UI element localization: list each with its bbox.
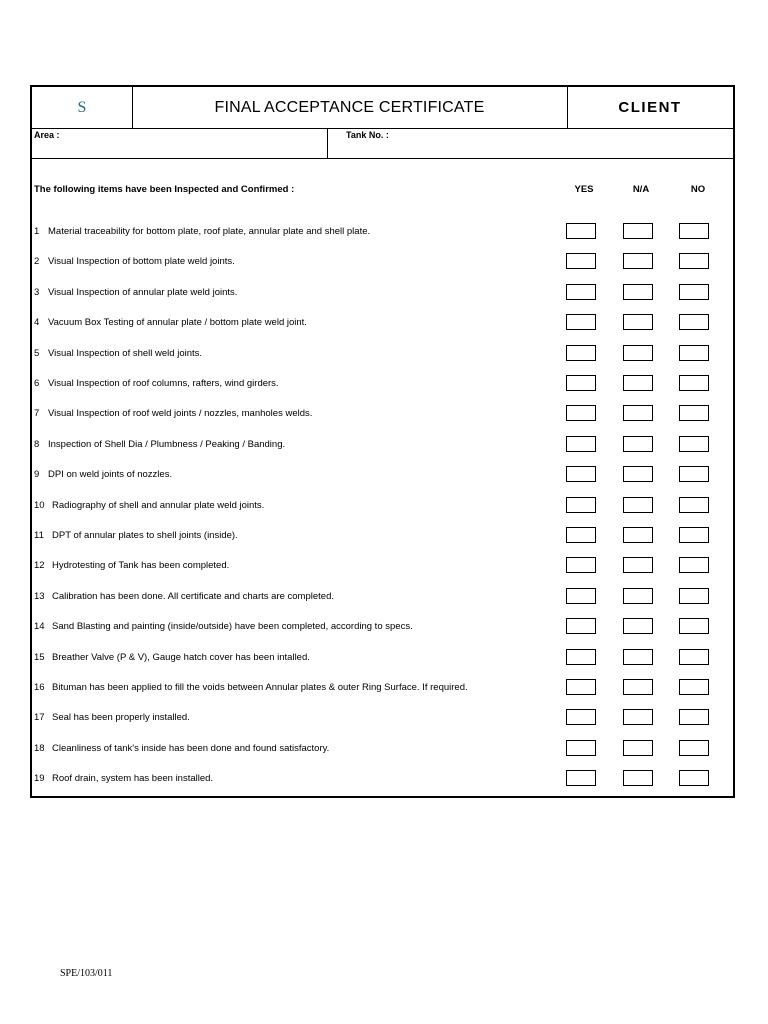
item-number: 7 bbox=[34, 408, 40, 419]
item-number: 3 bbox=[34, 287, 40, 298]
checkbox-na[interactable] bbox=[623, 588, 653, 604]
company-logo: S bbox=[32, 87, 133, 128]
checklist-row bbox=[32, 405, 733, 423]
checkbox-yes[interactable] bbox=[566, 679, 596, 695]
item-description: Roof drain, system has been installed. bbox=[52, 773, 214, 784]
checklist-row bbox=[32, 740, 733, 758]
checkbox-no[interactable] bbox=[679, 314, 709, 330]
checkbox-yes[interactable] bbox=[566, 557, 596, 573]
checklist-row bbox=[32, 466, 733, 484]
certificate-form bbox=[30, 85, 735, 798]
checklist-row bbox=[32, 588, 733, 606]
checkbox-no[interactable] bbox=[679, 557, 709, 573]
checkbox-yes[interactable] bbox=[566, 466, 596, 482]
checkbox-na[interactable] bbox=[623, 405, 653, 421]
checkbox-yes[interactable] bbox=[566, 497, 596, 513]
checkbox-yes[interactable] bbox=[566, 649, 596, 665]
item-description: Hydrotesting of Tank has been completed. bbox=[52, 560, 230, 571]
column-header-yes: YES bbox=[574, 184, 594, 195]
tank-number-label: Tank No. : bbox=[346, 130, 389, 140]
checkbox-yes[interactable] bbox=[566, 740, 596, 756]
checklist-row bbox=[32, 618, 733, 636]
checkbox-yes[interactable] bbox=[566, 253, 596, 269]
item-description: Material traceability for bottom plate, roof plate, annular plate and shell plate. bbox=[48, 226, 371, 237]
item-description: Visual Inspection of roof weld joints / nozzles, manholes welds. bbox=[48, 408, 313, 419]
item-number: 13 bbox=[34, 591, 45, 602]
checkbox-na[interactable] bbox=[623, 527, 653, 543]
item-number: 9 bbox=[34, 469, 40, 480]
checkbox-na[interactable] bbox=[623, 770, 653, 786]
item-description: DPT of annular plates to shell joints (inside). bbox=[52, 530, 238, 541]
checkbox-no[interactable] bbox=[679, 709, 709, 725]
checklist-items bbox=[32, 87, 733, 796]
checklist-row bbox=[32, 679, 733, 697]
checkbox-na[interactable] bbox=[623, 223, 653, 239]
item-description: Visual Inspection of annular plate weld joints. bbox=[48, 287, 238, 298]
checklist-row bbox=[32, 284, 733, 302]
area-label: Area : bbox=[34, 130, 60, 140]
checklist-row bbox=[32, 253, 733, 271]
checkbox-no[interactable] bbox=[679, 375, 709, 391]
item-number: 6 bbox=[34, 378, 40, 389]
checkbox-na[interactable] bbox=[623, 618, 653, 634]
item-description: Calibration has been done. All certificate and charts are completed. bbox=[52, 591, 334, 602]
item-number: 15 bbox=[34, 652, 45, 663]
item-number: 8 bbox=[34, 439, 40, 450]
item-number: 17 bbox=[34, 712, 45, 723]
checkbox-no[interactable] bbox=[679, 405, 709, 421]
checkbox-no[interactable] bbox=[679, 284, 709, 300]
checkbox-na[interactable] bbox=[623, 679, 653, 695]
checklist-row bbox=[32, 436, 733, 454]
checkbox-no[interactable] bbox=[679, 253, 709, 269]
checkbox-na[interactable] bbox=[623, 649, 653, 665]
item-description: Visual Inspection of roof columns, rafters, wind girders. bbox=[48, 378, 279, 389]
checkbox-na[interactable] bbox=[623, 709, 653, 725]
item-description: Vacuum Box Testing of annular plate / bottom plate weld joint. bbox=[48, 317, 307, 328]
checkbox-no[interactable] bbox=[679, 618, 709, 634]
item-number: 12 bbox=[34, 560, 45, 571]
checkbox-na[interactable] bbox=[623, 497, 653, 513]
item-description: Radiography of shell and annular plate weld joints. bbox=[52, 500, 265, 511]
item-description: Visual Inspection of shell weld joints. bbox=[48, 348, 203, 359]
checkbox-yes[interactable] bbox=[566, 314, 596, 330]
checkbox-no[interactable] bbox=[679, 588, 709, 604]
checklist-row bbox=[32, 497, 733, 515]
item-number: 10 bbox=[34, 500, 45, 511]
item-number: 14 bbox=[34, 621, 45, 632]
item-description: Visual Inspection of bottom plate weld joints. bbox=[48, 256, 235, 267]
checkbox-no[interactable] bbox=[679, 679, 709, 695]
checkbox-yes[interactable] bbox=[566, 223, 596, 239]
checklist-row bbox=[32, 223, 733, 241]
checkbox-na[interactable] bbox=[623, 284, 653, 300]
checkbox-na[interactable] bbox=[623, 740, 653, 756]
checkbox-yes[interactable] bbox=[566, 770, 596, 786]
checkbox-yes[interactable] bbox=[566, 405, 596, 421]
checklist-row bbox=[32, 314, 733, 332]
checkbox-yes[interactable] bbox=[566, 375, 596, 391]
checkbox-no[interactable] bbox=[679, 649, 709, 665]
checkbox-yes[interactable] bbox=[566, 588, 596, 604]
item-description: DPI on weld joints of nozzles. bbox=[48, 469, 173, 480]
checkbox-no[interactable] bbox=[679, 466, 709, 482]
checkbox-na[interactable] bbox=[623, 314, 653, 330]
checklist-intro: The following items have been Inspected and Confirmed : bbox=[34, 184, 295, 195]
checkbox-na[interactable] bbox=[623, 436, 653, 452]
checkbox-yes[interactable] bbox=[566, 709, 596, 725]
checkbox-no[interactable] bbox=[679, 436, 709, 452]
document-code: SPE/103/011 bbox=[60, 968, 113, 979]
item-description: Breather Valve (P & V), Gauge hatch cover has been intalled. bbox=[52, 652, 310, 663]
checkbox-na[interactable] bbox=[623, 253, 653, 269]
item-description: Bituman has been applied to fill the voids between Annular plates & outer Ring Surface. If required. bbox=[52, 682, 468, 693]
item-description: Seal has been properly installed. bbox=[52, 712, 190, 723]
checklist-row bbox=[32, 375, 733, 393]
checkbox-na[interactable] bbox=[623, 466, 653, 482]
checkbox-no[interactable] bbox=[679, 345, 709, 361]
item-number: 19 bbox=[34, 773, 45, 784]
checklist-row bbox=[32, 527, 733, 545]
item-number: 2 bbox=[34, 256, 40, 267]
checkbox-no[interactable] bbox=[679, 740, 709, 756]
checkbox-yes[interactable] bbox=[566, 527, 596, 543]
item-description: Cleanliness of tank's inside has been done and found satisfactory. bbox=[52, 743, 330, 754]
column-header-na: N/A bbox=[632, 184, 650, 195]
column-header-no: NO bbox=[690, 184, 706, 195]
item-number: 1 bbox=[34, 226, 40, 237]
checkbox-yes[interactable] bbox=[566, 618, 596, 634]
checklist-row bbox=[32, 709, 733, 727]
checkbox-yes[interactable] bbox=[566, 284, 596, 300]
item-number: 5 bbox=[34, 348, 40, 359]
checkbox-no[interactable] bbox=[679, 770, 709, 786]
client-label: CLIENT bbox=[618, 99, 682, 116]
item-number: 16 bbox=[34, 682, 45, 693]
item-number: 4 bbox=[34, 317, 40, 328]
checkbox-yes[interactable] bbox=[566, 436, 596, 452]
item-number: 11 bbox=[34, 530, 44, 541]
checkbox-yes[interactable] bbox=[566, 345, 596, 361]
item-description: Sand Blasting and painting (inside/outside) have been completed, according to specs. bbox=[52, 621, 413, 632]
checklist-row bbox=[32, 649, 733, 667]
checklist-row bbox=[32, 770, 733, 788]
checklist-row bbox=[32, 557, 733, 575]
checklist-row bbox=[32, 345, 733, 363]
checkbox-na[interactable] bbox=[623, 557, 653, 573]
checkbox-na[interactable] bbox=[623, 345, 653, 361]
checkbox-no[interactable] bbox=[679, 497, 709, 513]
checkbox-no[interactable] bbox=[679, 527, 709, 543]
document-title: FINAL ACCEPTANCE CERTIFICATE bbox=[132, 87, 568, 128]
item-number: 18 bbox=[34, 743, 45, 754]
item-description: Inspection of Shell Dia / Plumbness / Peaking / Banding. bbox=[48, 439, 286, 450]
checkbox-no[interactable] bbox=[679, 223, 709, 239]
checkbox-na[interactable] bbox=[623, 375, 653, 391]
